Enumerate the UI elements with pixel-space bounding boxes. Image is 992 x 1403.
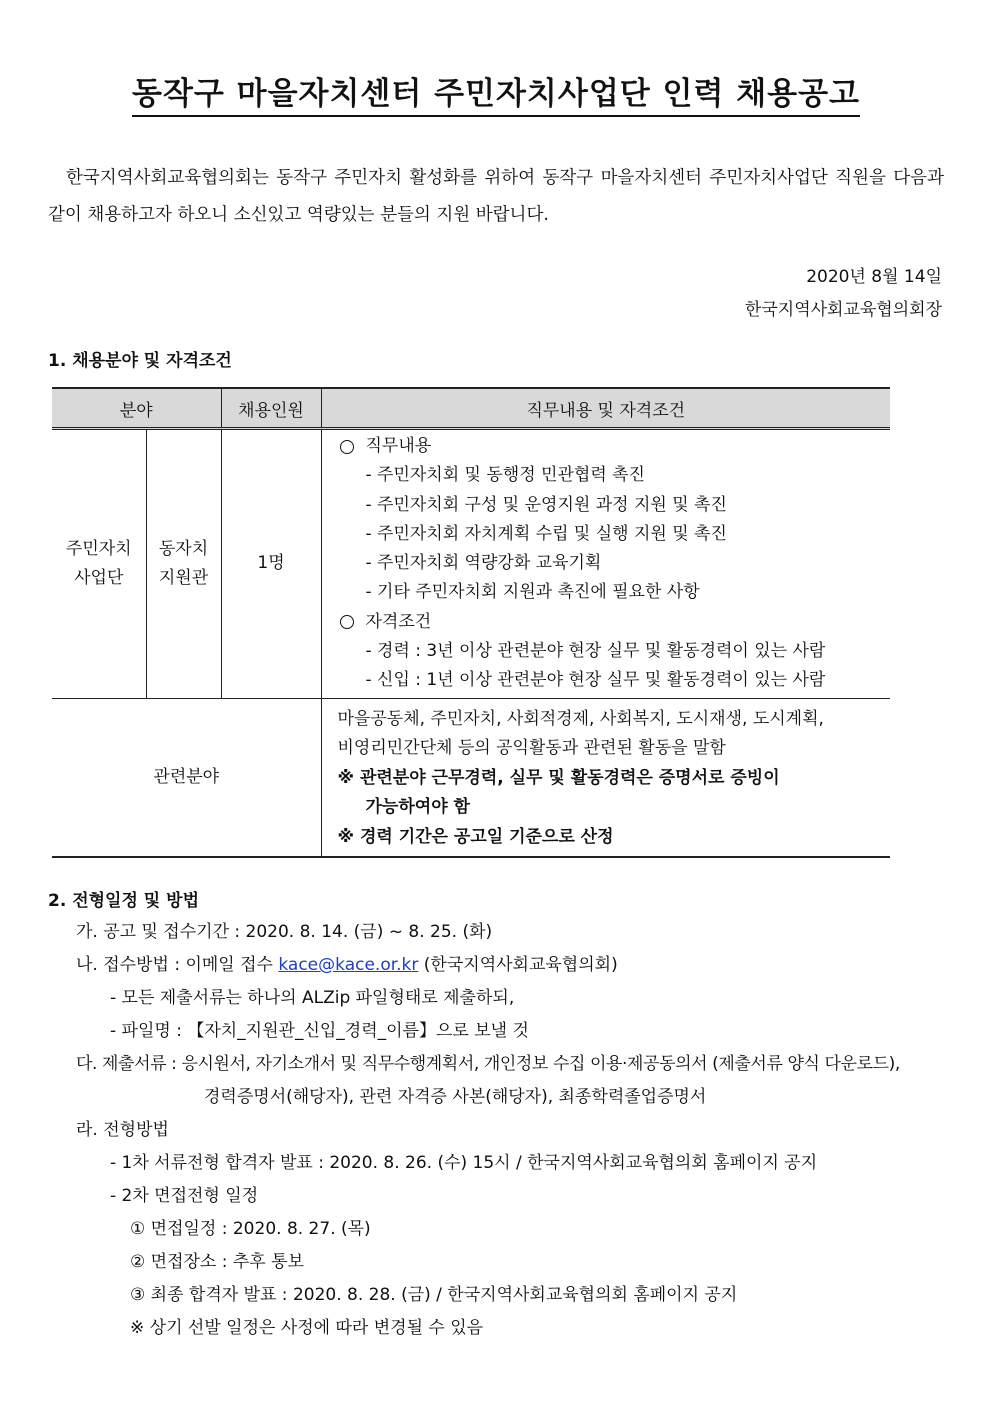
- duties-cell: [321, 429, 890, 699]
- header-field: 분야: [52, 388, 221, 429]
- field-major: 주민자치 사업단: [52, 429, 146, 699]
- duty-item: - 주민자치회 역량강화 교육기획: [365, 553, 602, 574]
- section2-heading: 2. 전형일정 및 방법: [48, 891, 199, 911]
- schedule-block: [48, 916, 900, 1345]
- related-line: 마을공동체, 주민자치, 사회적경제, 사회복지, 도시재생, 도시계획,: [337, 708, 824, 729]
- schedule-ra-sub: ③ 최종 합격자 발표 : 2020. 8. 28. (금) / 한국지역사회교육협의회 홈페이지 공지: [130, 1285, 738, 1305]
- header-headcount: 채용인원: [221, 388, 321, 429]
- circle-bullet-icon: [340, 440, 354, 454]
- duty-item: - 기타 주민자치회 지원과 촉진에 필요한 사항: [365, 582, 700, 603]
- schedule-ra-sub: ① 면접일정 : 2020. 8. 27. (목): [130, 1219, 371, 1239]
- schedule-na: [48, 949, 900, 982]
- schedule-ra-item: - 1차 서류전형 합격자 발표 : 2020. 8. 26. (수) 15시 / 한국지역사회교육협의회 홈페이지 공지: [110, 1153, 818, 1173]
- page-title-wrap: [0, 68, 992, 113]
- section1-heading: 1. 채용분야 및 자격조건: [48, 351, 232, 371]
- circle-bullet-icon: [340, 615, 354, 629]
- schedule-da: 다. 제출서류 : 응시원서, 자기소개서 및 직무수행계획서, 개인정보 수집 이용·제공동의서 (제출서류 양식 다운로드),: [76, 1054, 900, 1074]
- duty-item: - 주민자치회 및 동행정 민관협력 촉진: [365, 465, 645, 486]
- related-label: 관련분야: [52, 698, 321, 857]
- duties-title: 직무내용: [365, 436, 432, 456]
- schedule-na-sub: - 모든 제출서류는 하나의 ALZip 파일형태로 제출하되,: [110, 988, 515, 1008]
- qual-item: - 신입 : 1년 이상 관련분야 현장 실무 및 활동경력이 있는 사람: [365, 670, 826, 691]
- intro-paragraph: 한국지역사회교육협의회는 동작구 주민자치 활성화를 위하여 동작구 마을자치센터 주민자치사업단 직원을 다음과 같이 채용하고자 하오니 소신있고 역량있는 분들의 지원 바랍니다.: [48, 168, 944, 225]
- schedule-ra-sub: ② 면접장소 : 추후 통보: [130, 1252, 304, 1272]
- schedule-na-prefix: 나. 접수방법 : 이메일 접수: [76, 955, 279, 975]
- headcount: 1명: [221, 429, 321, 699]
- related-note-cont: 가능하여야 함: [365, 797, 470, 818]
- schedule-na-sub: - 파일명 : 【자치_지원관_신입_경력_이름】으로 보낼 것: [110, 1021, 529, 1041]
- related-cell: [321, 698, 890, 857]
- schedule-na-suffix: (한국지역사회교육협의회): [418, 955, 618, 975]
- field-minor: 동자치 지원관: [146, 429, 221, 699]
- notice-date: 2020년 8월 14일: [806, 267, 942, 287]
- related-note: ※ 관련분야 근무경력, 실무 및 활동경력은 증명서로 증빙이: [337, 767, 780, 788]
- notice-signer: 한국지역사회교육협의회장: [744, 300, 942, 320]
- qual-item: - 경력 : 3년 이상 관련분야 현장 실무 및 활동경력이 있는 사람: [365, 641, 826, 662]
- header-duties: 직무내용 및 자격조건: [321, 388, 890, 429]
- schedule-ra-item: - 2차 면접전형 일정: [110, 1186, 259, 1206]
- schedule-ra: 라. 전형방법: [76, 1120, 169, 1140]
- requirements-table: [52, 387, 890, 858]
- related-line: 비영리민간단체 등의 공익활동과 관련된 활동을 말함: [337, 738, 726, 759]
- schedule-ra-note: ※ 상기 선발 일정은 사정에 따라 변경될 수 있음: [130, 1318, 484, 1338]
- schedule-ga: 가. 공고 및 접수기간 : 2020. 8. 14. (금) ~ 8. 25. (화): [76, 922, 493, 942]
- duties-title-row: [338, 432, 885, 461]
- qual-title-row: [338, 608, 885, 637]
- related-note: ※ 경력 기간은 공고일 기준으로 산정: [337, 826, 614, 847]
- duty-item: - 주민자치회 자치계획 수립 및 실행 지원 및 촉진: [365, 523, 727, 544]
- schedule-da-cont: 경력증명서(해당자), 관련 자격증 사본(해당자), 최종학력졸업증명서: [204, 1087, 707, 1107]
- email-link[interactable]: kace@kace.or.kr: [278, 955, 419, 975]
- qual-title: 자격조건: [365, 611, 432, 632]
- page-title: 동작구 마을자치센터 주민자치사업단 인력 채용공고: [132, 76, 860, 117]
- duty-item: - 주민자치회 구성 및 운영지원 과정 지원 및 촉진: [365, 494, 727, 515]
